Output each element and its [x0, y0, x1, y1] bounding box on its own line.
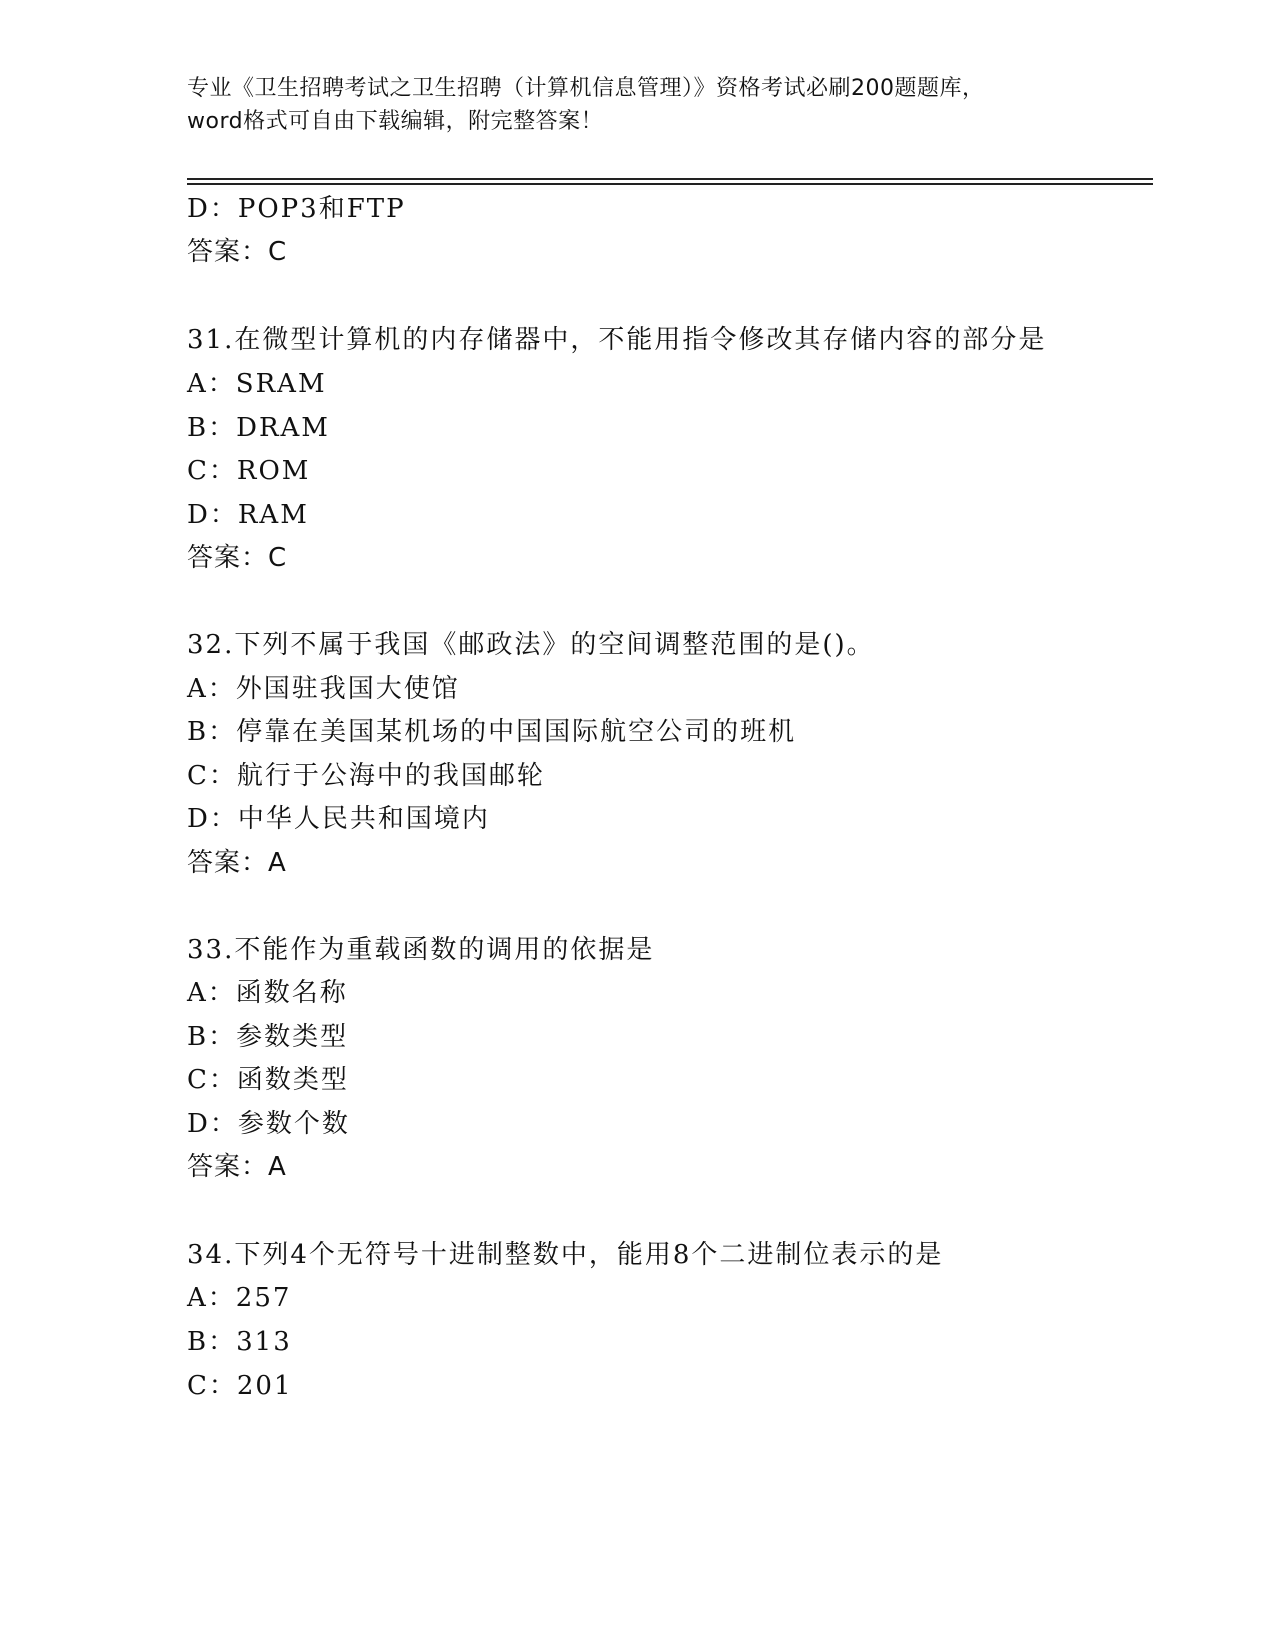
prev-question-option-d: D：POP3和FTP	[187, 194, 406, 224]
question-31-option-d: D：RAM	[187, 500, 309, 530]
question-31-answer: 答案：C	[187, 543, 288, 573]
header-title-line-2: word格式可自由下载编辑，附完整答案！	[187, 109, 604, 134]
question-31-option-c: C：ROM	[187, 456, 311, 486]
question-32-option-c: C：航行于公海中的我国邮轮	[187, 761, 545, 791]
question-32-stem: 32.下列不属于我国《邮政法》的空间调整范围的是()。	[187, 630, 875, 660]
prev-question-answer: 答案：C	[187, 237, 288, 267]
question-34-option-c: C：201	[187, 1371, 293, 1401]
question-31-option-a: A：SRAM	[187, 369, 327, 399]
question-34-option-b: B：313	[187, 1327, 292, 1357]
question-32-answer: 答案：A	[187, 848, 287, 878]
question-32-option-a: A：外国驻我国大使馆	[187, 674, 460, 704]
question-31-option-b: B：DRAM	[187, 413, 330, 443]
question-34-stem: 34.下列4个无符号十进制整数中，能用8个二进制位表示的是	[187, 1240, 944, 1270]
question-33-answer: 答案：A	[187, 1152, 287, 1182]
question-32-option-d: D：中华人民共和国境内	[187, 804, 490, 834]
question-33-option-c: C：函数类型	[187, 1065, 349, 1095]
header-divider-bottom	[187, 183, 1153, 185]
header-divider-top	[187, 178, 1153, 180]
question-34-option-a: A：257	[187, 1283, 292, 1313]
question-33-option-d: D：参数个数	[187, 1109, 350, 1139]
question-33-option-a: A：函数名称	[187, 978, 348, 1008]
question-33-stem: 33.不能作为重载函数的调用的依据是	[187, 935, 655, 965]
question-31-stem: 31.在微型计算机的内存储器中，不能用指令修改其存储内容的部分是	[187, 325, 1047, 355]
header-title-line-1: 专业《卫生招聘考试之卫生招聘（计算机信息管理）》资格考试必刷200题题库，	[187, 76, 985, 101]
question-32-option-b: B：停靠在美国某机场的中国国际航空公司的班机	[187, 717, 797, 747]
question-33-option-b: B：参数类型	[187, 1022, 349, 1052]
document-header	[187, 72, 1087, 138]
